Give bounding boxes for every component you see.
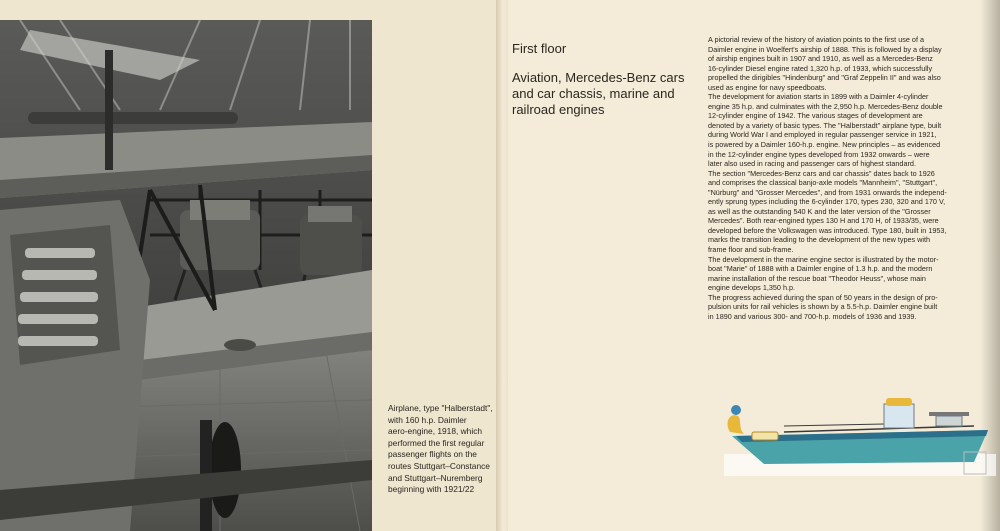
caption-line: routes Stuttgart–Constance — [388, 460, 490, 471]
body-text — [708, 35, 976, 321]
body-line: is powered by a Daimler 160-h.p. engine. New principles – as evidenced — [708, 140, 941, 150]
caption-line: aero-engine, 1918, which — [388, 426, 483, 437]
body-line: propelled the dirigibles "Hindenburg" and "Graf Zeppelin II" and was also — [708, 73, 941, 83]
body-line: 12-cylinder engine of 1942. The various stages of development are — [708, 111, 923, 121]
body-line: The section "Mercedes-Benz cars and car chassis" dates back to 1926 — [708, 168, 935, 178]
caption-line: performed the first regular — [388, 437, 485, 448]
body-line: in 1890 and various 300- and 700-h.p. models of 1936 and 1939. — [708, 311, 917, 321]
body-line: The development in the marine engine sector is illustrated by the motor- — [708, 254, 939, 264]
body-line: engine develops 1,350 h.p. — [708, 283, 796, 293]
floor-heading: First floor — [512, 41, 567, 56]
body-line: and comprises the classical banjo-axle models "Mannheim", "Stuttgart", — [708, 178, 938, 188]
body-line: The development for aviation starts in 1899 with a Daimler 4-cylinder — [708, 92, 929, 102]
body-line: Daimler engine in Woelfert's airship of 1888. This is followed by a display — [708, 44, 942, 54]
biplane-photo-drawing — [0, 20, 372, 531]
caption-line: with 160 h.p. Daimler — [388, 414, 467, 425]
body-line: used as engine for navy speedboats. — [708, 82, 827, 92]
section-title-line: and car chassis, marine and — [512, 86, 675, 101]
body-line: 16-cylinder Diesel engine rated 1,320 h.p. of 1933, which successfully — [708, 63, 933, 73]
body-line: marine installation of the rescue boat "Theodor Heuss", whose main — [708, 273, 926, 283]
caption-line: passenger flights on the — [388, 449, 477, 460]
body-line: pulsion units for rail vehicles is shown by a 5.5-h.p. Daimler engine built — [708, 302, 938, 312]
caption-line: and Stuttgart–Nuremberg — [388, 472, 483, 483]
body-line: "Nürburg" and "Grosser Mercedes", and from 1931 onwards the independ- — [708, 187, 947, 197]
body-line: in the 12-cylinder engine types developed from 1932 onwards – were — [708, 149, 930, 159]
caption-line: beginning with 1921/22 — [388, 484, 475, 495]
section-title — [512, 70, 692, 118]
section-title-line: railroad engines — [512, 102, 605, 117]
body-line: developed before the Volkswagen was introduced. Type 180, built in 1953, — [708, 225, 947, 235]
body-line: denoted by a variety of basic types. The "Halberstadt" airplane type, built — [708, 120, 942, 130]
body-line: engine 35 h.p. and culminates with the 2,950 h.p. Mercedes-Benz double — [708, 101, 943, 111]
photo-caption — [388, 403, 498, 496]
body-line: as well as the outstanding 540 K and the later version of the "Grosser — [708, 206, 931, 216]
body-line: A pictorial review of the history of aviation points to the first use of a — [708, 35, 924, 44]
body-line: ently sprung types including the 6-cylinder 170, types 230, 320 and 170 V, — [708, 197, 946, 207]
body-line: later also used in racing and passenger cars of highest standard. — [708, 159, 916, 169]
motorboat-illustration — [724, 392, 996, 482]
body-line: boat "Marie" of 1888 with a Daimler engine of 1.3 h.p. and the modern — [708, 264, 933, 274]
body-line: Mercedes". Both rear-engined types 130 H and 170 H, of 1933/35, were — [708, 216, 939, 226]
body-line: during World War I and employed in regular passenger service in 1921, — [708, 130, 937, 140]
body-line: of airship engines built in 1907 and 1910, as well as a Mercedes-Benz — [708, 54, 933, 64]
body-line: frame floor and sub-frame. — [708, 245, 794, 255]
biplane-photo — [0, 20, 372, 531]
body-line: marks the transition leading to the development of the new types with — [708, 235, 931, 245]
caption-line: Airplane, type "Halberstadt", — [388, 403, 493, 413]
body-line: The progress achieved during the span of 50 years in the design of pro- — [708, 292, 938, 302]
section-title-line: Aviation, Mercedes-Benz cars — [512, 70, 685, 85]
